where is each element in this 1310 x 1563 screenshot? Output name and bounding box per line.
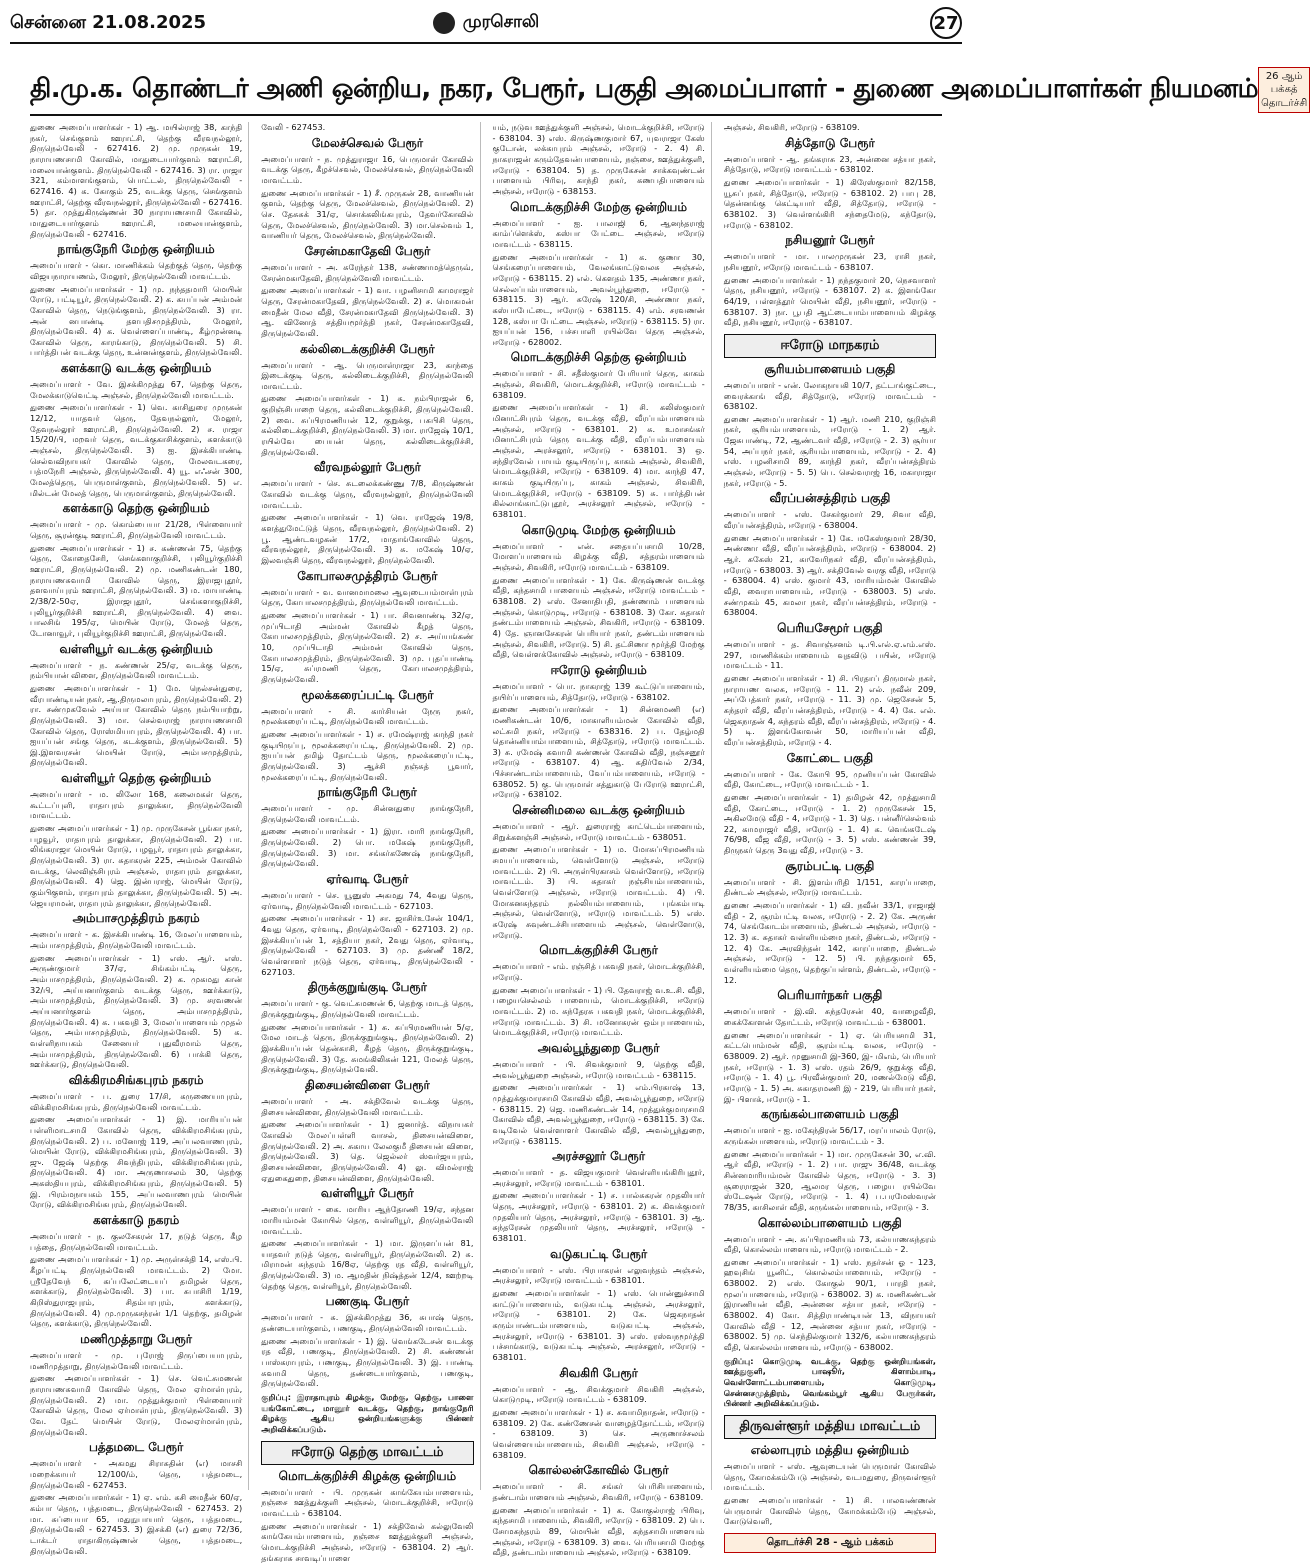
note: குறிப்பு: கொடுமுடி வடக்கு, தெற்கு ஒன்றியங்கள், ஊத்துகுளி, பாஷூர், கிளாம்பாடி, வெள்ளோட்டம்பாளையம், கொடுமுடி, சென்னசமுத்திரம், வெங்கம்பூர் ஆகிய பேரூர்கள், பின்னர் அறிவிக்கப்படும். xyxy=(723,1355,936,1409)
section-heading: களக்காடு தெற்கு ஒன்றியம் xyxy=(62,501,210,516)
appointment-section xyxy=(724,233,936,328)
appointment-section xyxy=(261,569,473,685)
section-heading: கொல்லம்பாளையம் பகுதி xyxy=(758,1215,902,1230)
appointment-section xyxy=(261,1186,473,1291)
section-paragraph: அமைப்பாளர் - செ. யூனுஸ் அகமது 74, 4வது தெரு, ஏர்வாடி, திருநெல்வேலி மாவட்டம் - 627103. xyxy=(261,890,474,911)
section-paragraph: துணை அமைப்பாளர்கள் - 1) சி. பாலவண்ணன் பெருமாள் கோவில் தெரு, கோமக்கம்பேடு அஞ்சல், கோடுவெளி, xyxy=(723,1494,936,1527)
section-paragraph: துணை அமைப்பாளர்கள் - 1) சு. சுப்பிரமணியன் 5/ஏ, மேல மாடத் தெரு, திருக்குறுங்குடி, திருநெல்வேலி. 2) இசக்கியப்பன் தென்காசி, கீழத் தெரு, திருக்குறுங்குடி, திருநெல்வேலி. 3) தே. சுமங்கிலிகன் 121, மேலத் தெரு, திருக்குறுங்குடி, திருநெல்வேலி. xyxy=(261,1021,474,1075)
section-heading: வடுகபட்டி பேரூர் xyxy=(550,1246,648,1261)
section-paragraph: துணை அமைப்பாளர்கள் - 1) ஏ. எம். கசி மைதீன் 60/ஏ, கம்பா தெரு, பத்தமடை, திருநெல்வேலி - 627453. 2) மா. சுப்பையா 65, மதுநுபாயார் தெரு, பத்தமடை, திருநெல்வேலி - 627453. 3) இசக்கி (எ) துரை 72/36, டாக்டர் ராதாகிருஷ்ணன் தெரு, பத்தமடை, திருநெல்வேலி. xyxy=(30,1492,243,1556)
appointment-section xyxy=(724,859,936,986)
section-heading: வள்ளியூர் வடக்கு ஒன்றியம் xyxy=(59,641,213,656)
appointment-section xyxy=(261,1078,473,1183)
section-paragraph: துணை அமைப்பாளர்கள் - 1) ஆர். மணி 210, குறிஞ்சி நகர், சூரியம்பாளையம், ஈரோடு - 1. 2) ஆர். ஜேசுபாண்டி, 72, ஆண்டவர் வீதி, ஈரோடு - 2. 3) சூர்யா 54, அப்பநர் நகர், சூரியம்பாளையம், ஈரோடு - 2. 4) எஸ். பழனிசாமி 89, காந்தி நகர், வீரப்பன்சத்திரம் அஞ்சல், ஈரோடு - 5. 5) பெ. செல்வராஜ் 16, மகாராஜா நகர், ஈரோடு - 5. xyxy=(723,413,936,488)
section-paragraph: அமைப்பாளர் - மா. பாலமுருகன் 23, ராசி நகர், நசியனூர், ஈரோடு மாவட்டம் - 638107. xyxy=(723,251,936,272)
section-paragraph: அமைப்பாளர் - என். சதையப்பசாமி 10/28, மோளப்பாளையம் கிழக்கு வீதி, சத்தரம்பாளையம் அஞ்சல், சிவகிரி, ஈரோடு மாவட்டம் - 638109. xyxy=(492,540,705,572)
appointment-section xyxy=(261,460,473,565)
headline-bar xyxy=(30,66,1308,116)
section-paragraph: துணை அமைப்பாளர்கள் - 1) மே. நெல்சன்துரை, வீரபாண்டியன் நகர், ஆ.திருமலாபுரம், திருநெல்வேலி. 2) ரா. சண்முகவேல் அய்யா கோவில் தெரு நம்பியாற்று, திருநெல்வேலி. 3) மா. செல்வராஜ் நாராயணசாமி கோவில் தெரு, ரோஸ்மியாபுரம், திருநெல்வேலி. 4) பா. ஐயப்பன் சங்கு தெரு, கடக்குளம், திருநெல்வேலி. 5) இ.இளவரசன் மெயின் ரோடு, அம்பசமுத்திரம், திருநெல்வேலி. xyxy=(30,682,243,768)
section-paragraph: துணை அமைப்பாளர்கள் - 1) மு. நந்ததமாரி மெயின் ரோடு, பட்டியூர், திருநெல்வேலி. 2) க. கயப்பன் அம்மன் கோவில் தெரு, நெடுங்குளம், திருநெல்வேலி. 3) ரா. அன் னபாண்டி தளபதிசமுத்திரம், மேலூர், திருநெல்வேலி. 4) க. வெள்ளைப்பாண்டி, கீழ்முன்னடி கோவில் தெரு, காரங்காடு, திருநெல்வேலி. 5) சி. பார்த்திபன் வடக்கு தெரு, உன்னன்குளம், திருநெல்வேலி. xyxy=(30,283,243,358)
section-paragraph: அமைப்பாளர் - ந. முத்துராஜா 16, பெருமாள் கோவில் வடக்கு தெரு, கீழச்செவல், மேலச்செவல், திருநெல்வேலி மாவட்டம். xyxy=(261,153,474,185)
section-paragraph: அமைப்பாளர் - ஐ. பாலாஜி 6, ஆனந்தராஜ் காம்ப்ளெக்ஸ், கஸ்பா பேட்டை அஞ்சல், ஈரோடு மாவட்டம் - 638115. xyxy=(492,217,705,249)
section-heading: மொடக்குறிச்சி கிழக்கு ஒன்றியம் xyxy=(278,1468,457,1483)
section-heading: வள்ளியூர் பேரூர் xyxy=(320,1186,414,1201)
section-heading: அரச்சலூர் பேரூர் xyxy=(552,1149,646,1164)
section-heading: சூரம்பட்டி பகுதி xyxy=(785,858,875,873)
section-paragraph: துணை அமைப்பாளர்கள் - 1) ச. ரமேஷ்ராஜ் காந்தி நகர் குடியிருப்பு, மூலக்கரைப்பட்டி, திருநெல்வேலி. 2) மு. ஐயப்பன் தமிழ் தோட்டம் தெரு, மூலக்கரைப்பட்டி, திருநெல்வேலி. 3) ஆச்சி நஞ்சுத் பூவார், மூலக்கரைப்பட்டி, திருநெல்வேலி. xyxy=(261,728,474,782)
appointment-section xyxy=(724,136,936,231)
appointment-section xyxy=(261,785,473,869)
section-paragraph: அமைப்பாளர் - ஆ. சிவக்குமார் சிவகிரி அஞ்சல், கொடுமுடி, ஈரோடு மாவட்டம் - 638109. xyxy=(492,1383,705,1405)
section-paragraph: அமைப்பாளர் - கு. வெட்சுமணன் 6, தெற்கு மாடத் தெரு, திருக்குறுங்குடி, திருநெல்வேலி மாவட்டம். xyxy=(261,998,474,1019)
section-heading: கோபாலசமுத்திரம் பேரூர் xyxy=(297,568,438,583)
section-heading: சித்தோடு பேரூர் xyxy=(785,135,875,150)
section-heading: பெரியார்நகர் பகுதி xyxy=(777,988,883,1003)
section-heading: கொல்லன்கோவில் பேரூர் xyxy=(528,1463,669,1478)
section-paragraph: அமைப்பாளர் - மு. சின்னதுரை நாங்குநேரி, திருநெல்வேலி மாவட்டம். xyxy=(261,803,474,824)
appointment-section xyxy=(30,642,242,769)
section-paragraph: அமைப்பாளர் - பி. முருகன் காங்கேயம்பாளையம், நஞ்சை ஊத்துக்குளி அஞ்சல், மொடக்குறிச்சி, ஈரோடு மாவட்டம் - 638104. xyxy=(261,1486,474,1518)
appointment-section xyxy=(493,663,705,800)
section-paragraph: துணை அமைப்பாளர்கள் - 1) மு. அருள்சக்தி 14, எஸ்.பி. கீழப்பட்டி திருநெல்வேலி மாவட்டம். 2) மோ. ஸ்ரீதேவேந் 6, கப்பலேட்டையப் தமிழன் தெரு, களக்காடு, திருநெல்வேலி. 3) பா. சுபாசிரி 1/19, கிறிஸ்துராஜபுரம், சிதம்பரபுரம், களக்காடு, திருநெல்வேலி. 4) மு.முருகசந்ரன் 1/1 தெற்கு, தமிழன் தெரு, களக்காடு, திருநெல்வேலி. xyxy=(30,1254,243,1329)
appointment-section xyxy=(493,1247,705,1363)
appointment-section xyxy=(30,771,242,908)
district-heading: திருவள்ளூர் மத்திய மாவட்டம் xyxy=(724,1415,936,1439)
section-heading: வீரப்பன்சத்திரம் பகுதி xyxy=(769,491,891,506)
section-heading: ஈரோடு ஒன்றியம் xyxy=(550,662,647,677)
appointment-section xyxy=(493,943,705,1038)
section-paragraph: துணை அமைப்பாளர்கள் - 1) நந்தகுமார் 20, நெசவாளர் தெரு, நசியனூர், ஈரோடு - 638107. 2) க. இளங்கோ 64/19, பள்ளத்தூர் மெயின் வீதி, நசியனூர், ஈரோடு - 638107. 3) நா. பூபதி ஆட்டையாம்பாளையம் கிழக்கு வீதி, நசியனூர், ஈரோடு - 638107. xyxy=(723,274,936,328)
column-2 xyxy=(261,122,480,1563)
section-paragraph: துணை அமைப்பாளர்கள் - 1) பி. தேவராஜ் வ.உ.சி. வீதி, பழையசெல்லம் பாளையம், மொடக்குறிச்சி, ஈரோடு மாவட்டம். 2) ம. சுந்தேரசு பகவதி நகர், மொடக்குறிச்சி, ஈரோடு மாவட்டம். 3) சி. மனோகரன் ஒம்புபாளையம், மொடக்குறிச்சி, ஈரோடு மாவட்டம். xyxy=(492,984,705,1038)
section-paragraph: அமைப்பாளர் - அ. சுரேந்தர் 138, சண்ணாமத்தெருவ், சேரன்மகாதேவி, திருநெல்வேலி மாவட்டம். xyxy=(261,261,474,283)
section-paragraph: துணை அமைப்பாளர்கள் - 1) வா. பழனிசாமி காமராஜர் தெரு, சேரன்மகாதேவி, திருநெல்வேலி. 2) ச. மொகமன் மைதீன் மேல வீதி, சேரன்மகாதேவி திருநெல்வேலி. 3) ஆ. வினோத் சத்தியமூர்த்தி நகர், சேரன்மகாதேவி, திருநெல்வேலி. xyxy=(261,285,474,338)
section-heading: கருங்கல்பாளையம் பகுதி xyxy=(760,1107,899,1122)
section-paragraph: அமைப்பாளர் - எஸ். ஆவுடையன் பெருமாள் கோவில் தெரு, கோமக்கம்பேடு அஞ்சல், வடமதுரை, திருவள்ளூர் மாவட்டம். xyxy=(723,1461,936,1493)
appointment-section xyxy=(724,751,936,856)
section-paragraph: துணை அமைப்பாளர்கள் - 1) வெ. ராஜேஷ் 19/8, களத்துமேட்டுத் தெரு, வீரவநல்லூர், திருநெல்வேலி. 2) பூ. ஆண்டவழகன் 17/2, மாதாங்கோவில் தெரு, வீரவநல்லூர், திருநெல்வேலி. 3) சு. மகேஷ் 10/ஏ, இலவஞ்சி தெரு, வீரவநல்லூர், திருநெல்வேலி. xyxy=(261,512,474,565)
section-paragraph: அமைப்பாளர் - அ. சுப்பிரமணியம் 73, கல்யாணசுந்தரம் வீதி, கொல்லம்பாளையம், ஈரோடு மாவட்டம் - 2. xyxy=(723,1233,936,1255)
section-heading: அவல்பூந்துறை பேரூர் xyxy=(537,1040,660,1055)
section-paragraph: அமைப்பாளர் - ஆ. பெருமாள்ராஜா 23, காந்தை இடைக்குடி தெரு, கல்லிடைக்குறிச்சி, திருநெல்வேலி மாவட்டம். xyxy=(261,359,474,391)
section-paragraph: துணை அமைப்பாளர்கள் - 1) சின்னமணி (எ) மணிகண்டன் 10/6, மாகாளியம்மன் கோவில் வீதி, லட்சுமி நகர், ஈரோடு - 638316. 2) ப. தேழ்மதி தொன்னியாம்பாளையம், சித்தோடு, ஈரோடு மாவட்டம். 3) சு. ரமேஷ் சுவாமி கண்ணன் கோவில் வீதி, நஞ்சனூர் ஈரோடு - 638107. 4) ஆ. கதிர்வேல் 2/34, பிச்சாண்டாம்பாளையம், வேப்பம்பாளையம், ஈரோடு - 638052. 5) கு. பெருமாள் சத்துகாடு பேரோடு ஊராட்சி, ஈரோடு - 638102. xyxy=(492,704,705,800)
appointment-section xyxy=(261,244,473,339)
appointment-section xyxy=(30,1332,242,1437)
article-columns xyxy=(30,122,942,1563)
section-paragraph: அமைப்பாளர் - ஆர். துரைராஜ் காட்டெம்பாளையம், சிறுக்களஞ்சி அஞ்சல், ஈரோடு மாவட்டம் - 638051. xyxy=(492,821,705,842)
appointment-section xyxy=(493,1463,705,1558)
appointment-section xyxy=(493,1149,705,1244)
section-paragraph: துணை அமைப்பாளர்கள் - 1) ச. சுவாமிநாதன், ஈரோடு - 638109. 2) கே. கண்ணேசன் வாழைத்தோட்டம், ஈரோடு - 638109. 3) செ. அருணாச்சலம் வெள்ளையம்பாளையம், சிவகிரி அஞ்சல், ஈரோடு - 638109. xyxy=(492,1406,705,1460)
section-paragraph: அமைப்பாளர் - பொ. நாகராஜ் 139 கூட்டுப்பாளையம், தயிர்ப்பாளையம், சித்தோடு, ஈரோடு - 638102. xyxy=(492,680,705,702)
section-heading: வள்ளியூர் தெற்கு ஒன்றியம் xyxy=(61,771,212,786)
appointment-section xyxy=(261,342,473,458)
appointment-section xyxy=(493,803,705,940)
section-paragraph: அமைப்பாளர் - எஸ். சேகர்குமார் 29, சிவா வீதி, வீரப்பன்சத்திரம், ஈரோடு - 638004. xyxy=(723,509,936,531)
appointment-section xyxy=(30,1213,242,1329)
section-paragraph: அமைப்பாளர் - எஸ். பிரபாகரன் எலுவந்தம் அஞ்சல், அரச்சலூர், ஈரோடு மாவட்டம் - 638101. xyxy=(492,1264,705,1286)
section-paragraph: துணை அமைப்பாளர்கள் - 1) எம்.பிரகாஷ் 13, முத்துக்குமாரசாமி கோவில் வீதி, அவல்பூந்துறை, ஈரோடு - 638115. 2) ஜெ. மணிகண்டன் 14, முத்துக்குமாரசாமி கோவில் வீதி, அவல்பூந்துறை, ஈரோடு - 638115. 3) கே. வடிவேல் வெள்ளாளர் கோவில் வீதி, அவல்பூந்துறை, ஈரோடு - 638115. xyxy=(492,1082,705,1146)
section-paragraph: துணை அமைப்பாளர்கள் - 1) இ. வெங்கடேசன் வடக்கு ரத வீதி, பணகுடி, திருநெல்வேலி. 2) சி. கண்ணன் பாஸ்கராபுரம், பணகுடி, திருநெல்வேலி. 3) இ. பாண்டி சுவாமி தெரு, தண்டையார்குளம், பணகுடி, திருநெல்வேலி. xyxy=(261,1335,474,1389)
section-paragraph: அமைப்பாளர் - செ. சுடலைக்கண்ணு 7/8, கிருஷ்ணன் கோவில் வடக்கு தெரு, வீரவநல்லூர், திருநெல்வேலி மாவட்டம். xyxy=(261,478,474,510)
section-paragraph: துணை அமைப்பாளர்கள் - 1) ஏ. பெரியசாமி 31, கட்டபொம்மன் வீதி, சூரம்பட்டி வலசு, ஈரோடு - 638009. 2) ஆர். முனுசாமி இ-360, இ- மிஎம், பெரியார் நகர், ஈரோடு - 1. 3) எஸ். ரதம் 26/9, குறுக்கு வீதி, ஈரோடு - 1. 4) பூ. பிரவீன்குமார் 20, மணல்மேடு வீதி, ஈரோடு - 1. 5) அ. சுகாதரமணி இ - 219, பெரியார் நகர், இ- பிளாக், ஈரோடு - 1. xyxy=(723,1029,936,1104)
column-4 xyxy=(723,122,942,1548)
appointment-section xyxy=(493,350,705,519)
appointment-section xyxy=(724,988,936,1104)
appointment-section xyxy=(261,872,473,977)
section-paragraph: துணை அமைப்பாளர்கள் - 1) க. கோகுல்ராஜ் பிரிவு, கந்தசாமி பாளையம், சிவகிரி, ஈரோடு - 638109. 2) பெ. சோமசுந்தரம் 89, மெயின் வீதி, கந்தசாமிபாளையம் அஞ்சல், ஈரோடு - 638109. 3) வை. பெரியசாமி மேற்கு வீதி, தண்டாம்பாளையம் அஞ்சல், ஈரோடு - 638109. xyxy=(492,1504,705,1558)
section-paragraph: துணை அமைப்பாளர்கள் - 1) செ. வெட்சுமணன் நாராயணசுவாமி கோவில் தெரு, மேல ஏர்மாள்புரம், திருநெல்வேலி. 2) மா. முத்துக்குமார் பிள்ளையார் கோவில் தெரு, மேல ஏர்மாள்புரம், திருநெல்வேலி. 3) வே. தேட் மெயின் ரோடு, மேலஏர்மாள்புரம், திருநெல்வேலி. xyxy=(30,1373,243,1437)
paper-name: முரசொலி xyxy=(462,12,540,32)
appointment-section xyxy=(493,200,705,348)
section-paragraph: துணை அமைப்பாளர்கள் - 1) க. நம்பிராஜன் 6, குறிஞ்சிபாறை தெரு, கல்லிடைக்குறிச்சி, திருநெல்வேலி. 2) வை. சுப்பிரமணியன் 12, குறுக்கு, பசுபிசி தெரு, கல்லிடைக்குறிச்சி, திருநெல்வேலி. 3) மா. ராஜேஷ் 10/1, ரயில்வே பையன் தெரு, கல்லிடைக்குறிச்சி, திருநெல்வேலி. xyxy=(261,393,474,457)
section-paragraph: அமைப்பாளர் - ந. குலசேகரன் 17, நடுத் தெரு, கீழ பத்தை, திருநெல்வேலி மாவட்டம். xyxy=(30,1231,243,1252)
section-paragraph: துணை அமைப்பாளர்கள் - 1) சா. ஜாசிர்உசேன் 104/1, 4வது தெரு, ஏர்வாடி, திருநெல்வேலி - 627103. 2) மு. இசக்கியப்பன் 1, சத்தியா நகர், 2வது தெரு, ஏர்வாடி, திருநெல்வேலி - 627103. 3) மு. தண்ணீ 18/2, வெள்ளாளர் நடுத் தெரு, ஏர்வாடி, திருநெல்வேலி - 627103. xyxy=(261,913,474,977)
section-paragraph: அமைப்பாளர் - கே. கோபி 95, முனியப்பன் கோவில் வீதி, கோட்டை, ஈரோடு மாவட்டம் - 1. xyxy=(723,768,936,790)
section-paragraph: துணை அமைப்பாளர்கள் - 1) ச. பால்சுகரன் முதலியார் தெரு, அரச்சலூர், ஈரோடு - 638101. 2) க. கிவக்குமார் முதலியார் தெரு, அரச்சலூர், ஈரோடு - 638101. 3) ஆ. சுந்தரேசன் முதலியார் தெரு, அரச்சலூர், ஈரோடு - 638101. xyxy=(492,1190,705,1244)
continued-to-box: தொடர்ச்சி 28 - ஆம் பக்கம் xyxy=(724,1533,936,1553)
section-heading: ஏர்வாடி பேரூர் xyxy=(326,872,409,887)
section-paragraph: அமைப்பாளர் - சி. கார்சியன் நேரு நகர், மூலக்கரைப்பட்டி, திருநெல்வேலி மாவட்டம். xyxy=(261,705,474,727)
appointment-section xyxy=(724,621,936,748)
section-paragraph: அமைப்பாளர் - ஐ. மகேந்திரன் 56/17, மரப்பாலம் ரோடு, கருங்கல்பாளையம், ஈரோடு மாவட்டம் - 3. xyxy=(723,1125,936,1146)
section-paragraph: துணை அமைப்பாளர்கள் - 1) க. குணா 30, செங்கரைப்பாளையம், வேலங்காட்டுவலசு அஞ்சல், ஈரோடு - 638115. 2) எல். கௌதம் 135, அண்ணா நகர், செல்லப்பம்பாளையம், அவல்பூந்துறை, ஈரோடு - 638115. 3) ஆர். சுரேஷ் 120/சி, அண்ணா நகர், கஸ்பாபேட்டை, ஈரோடு - 638115. 4) எம். சரவணன் 128, கஸ்பா பேட்டை அஞ்சல், ஈரோடு - 638115. 5) ரா. ஐயப்பன் 156, பச்சபாளி ரயில்வே தெரு அஞ்சல், ஈரோடு - 628002. xyxy=(492,251,705,347)
section-heading: நாங்குநேரி மேற்கு ஒன்றியம் xyxy=(57,242,215,257)
section-paragraph: அமைப்பாளர் - கொ. மாணிக்கம் தெற்குத் தெரு, தெற்கு விஜயநாராயணம், மேலூர், திருநெல்வேலி மாவட்டம். xyxy=(30,260,243,281)
section-paragraph: துணை அமைப்பாளர்கள் - 1) ஜனார்த். விநாயகர் கோவில் மேலப்பள்ளி வாசல், திசையன்விளை, திருநெல்வேலி. 2) அ. சுகாய லேலகுமீ திசையன் விளை, திருநெல்வேலி. 3) தெ. ஜெல்லர் ஸ்வர்ஜயபுரம், திசையன்விளை, திருநெல்வேலி. 4) லு. விமல்ராஜ் ஏதுகைதுறை, திசையன்விளை, திருநெல்வேலி. xyxy=(261,1119,474,1183)
section-paragraph: அமைப்பாளர் - ஆ. தங்கராசு 23, அன்னை சத்யா நகர், சித்தோடு, ஈரோடு மாவட்டம் - 638102. xyxy=(723,153,936,175)
appointment-section xyxy=(30,911,242,1070)
section-heading: மேலச்செவல் பேரூர் xyxy=(311,135,424,150)
section-paragraph: துணை அமைப்பாளர்கள் - 1) பா. சிவனாண்டி 32/ஏ, முப்பிடாதி அம்மன் கோவில் கீழத் தெரு, கோபாலசமுத்திரம், திருநெல்வேலி. 2) ச. அய்யங்கண் 10, முப்பிடாதி அம்மன் கோவில் தெரு, கோபாலசமுத்திரம், திருநெல்வேலி. 3) மு. புதப்பாண்டி 15/ஏ, சுப்ரமணி தெரு, கோபாலசமுத்திரம், திருநெல்வேலி. xyxy=(261,609,474,684)
section-paragraph: துணை அமைப்பாளர்கள் - 1) வி. நவீன் 33/1, ராஜாஜி வீதி - 2, சூரம்பட்டி வலசு, ஈரோடு - 2. 2) கே. அருண் 74, செங்கோடம்பாளையம், திண்டல் அஞ்சல், ஈரோடு - 12. 3) க. சுதாகர் வள்ளியம்மை நகர், திண்டல், ஈரோடு - 12. 4) கே. அரவிந்தன் 142, காரப்பாறை, திண்டல் அஞ்சல், ஈரோடு - 12. 5) பி. நந்தகுமார் 65, வள்ளியம்மை தெரு, தெற்குப்பள்ளம், திண்டல், ஈரோடு - 12. xyxy=(723,900,936,985)
appointment-section xyxy=(724,122,936,133)
section-paragraph: அமைப்பாளர் - ப. துரை 17/சி, கருணையாபுரம், விக்கிரமசிங்கபுரம், திருநெல்வேலி மாவட்டம். xyxy=(30,1090,243,1112)
appointment-section xyxy=(724,491,936,618)
section-paragraph: அமைப்பாளர் - க. இசக்கிபாண்டி 16, மேலப்பாளையம், அம்பாசமுத்திரம், திருநெல்வேலி மாவட்டம். xyxy=(30,929,243,950)
section-paragraph: துணை அமைப்பாளர்கள் - 1) மா. முருகேசன் 30, எ.வி. ஆர் வீதி, ஈரோடு - 1. 2) பா. ராஜு 36/48, வடக்கு சின்னமாரியம்மன் கோவில் தெரு, ஈரோடு - 3. 3) சூரைராஜன் 320, ஆலமர தெரு, பழைய ரயில்வே ஸ்டேஷன் ரோடு, ஈரோடு - 1. 4) ப.பரமேஸ்வரன் 78/35, காசிலாள் வீதி, கருங்கல்பாளையம், ஈரோடு - 3. xyxy=(723,1148,936,1212)
page-number: 27 xyxy=(930,7,962,39)
section-paragraph: அமைப்பாளர் - அகமது சிராசுதின் (எ) மாசசி மறைக்காயர் 12/100/ம், தெரு, பத்தமடை, திருநெல்வேலி - 627453. xyxy=(30,1458,243,1490)
section-heading: மொடக்குறிச்சி தெற்கு ஒன்றியம் xyxy=(510,350,687,365)
section-paragraph: அமைப்பாளர் - சு. இசக்கிமுத்து 36, சுபாஷ் தெரு, தண்டையார்குளம், பணகுடி, திருநெல்வேலி மாவட்டம். xyxy=(261,1312,474,1334)
section-paragraph: அஞ்சல், சிவகிரி, ஈரோடு - 638109. xyxy=(723,122,860,132)
section-paragraph: துணை அமைப்பாளர்கள் - 1) ம. மோசுப்பிரமணியம் சமயப்பாளையம், வெள்ளோடு அஞ்சல், ஈரோடு மாவட்டம். 2) பி. அருள்பிரகாசம் வெள்ளோடு, ஈரோடு மாவட்டம். 3) பி. சுதாகர் நஞ்சியம்பாளையம், வெள்ளோடு அஞ்சல், ஈரோடு மாவட்டம். 4) பி. மோகனசுந்தரம் நல்லியம்பாளையம், புங்கம்பாடி அஞ்சல், வெள்ளோடு, ஈரோடு மாவட்டம். 5) எஸ். சுரேஷ் சுவுண்டச்சிபாளையம் அஞ்சல், வெள்ளோடு, ஈரோடு. xyxy=(492,844,705,940)
appointment-section xyxy=(261,1294,473,1389)
section-heading: மணிமுத்தாறு பேரூர் xyxy=(80,1332,193,1346)
section-heading: கோட்டை பகுதி xyxy=(786,750,874,765)
section-paragraph: துணை அமைப்பாளர்கள் - 1) கிரேஸ்குமார் 82/158, யூசுப் நகர், சித்தோடு, ஈரோடு - 638102. 2) பாபு 28, தென்னங்கு கெட்டியார் வீதி, சித்தோடு, ஈரோடு - 638102. 3) வெள்ளங்கிரி சந்தைமேடு, கந்தோடு, ஈரோடு - 638102. xyxy=(723,176,936,230)
section-paragraph: துணை அமைப்பாளர்கள் - 1) மா. இருளப்பன் 81, யாதவர் நடுத் தெரு, வள்ளியூர், திருநெல்வேலி. 2) சு. மிராமன் சுந்தரம் 16/8ஏ, தெற்கு ரத வீதி, வள்ளியூர், திருநெல்வேலி. 3) ம. ஆமதின் நிஷ்த்தன் 12/4, ஊற்றடி தெற்கு தெரு, வள்ளியூர், திருநெல்வேலி. xyxy=(261,1238,474,1291)
appointment-section xyxy=(261,122,473,133)
appointment-section xyxy=(30,501,242,638)
masthead xyxy=(10,6,962,40)
section-paragraph: அமைப்பாளர் - வே. இசக்கிமுத்து 67, தெற்கு தெரு, மேலக்காடுவெட்டி அஞ்சல், திருநெல்வேலி மாவட்டம். xyxy=(30,379,243,400)
continued-from-box: 26 ஆம் பக்கத் தொடர்ச்சி xyxy=(1258,67,1310,114)
appointment-section xyxy=(30,361,242,498)
appointment-section xyxy=(493,122,705,197)
section-paragraph: துணை அமைப்பாளர்கள் - 1) எஸ். பொன்னுச்சாமி காட்டுப்பாளையம், வடுகபட்டி அஞ்சல், அரச்சலூர், ஈரோடு - 638101. 2) கே. ஜெகநாதன் கரும்பாண்டம்பாளையம், வடுகபட்டி அஞ்சல், அரச்சலூர், ஈரோடு - 638101. 3) எஸ். ரஸ்வநமூர்த்தி பச்சாங்காடு, வடுகபட்டி அஞ்சல், அரச்சலூர், ஈரோடு - 638101. xyxy=(492,1288,705,1362)
section-paragraph: துணை அமைப்பாளர்கள் - 1) ஆ. மயில்ராஜ் 38, காந்தி நகர், செங்குளம் ஊராட்சி, தெற்கு வீரவநல்லூர், திருநெல்வேலி - 627416. 2) மு. முருகன் 19, நாராயணசாமி கோவில், மாதுடையார்குளம் ஊராட்சி, மலையான்குளம். திருநெல்வேலி - 627416. 3) ரா. ராஜா 321, கம்மாளங்குளம், பொட்டல், திருநெல்வேலி - 627416. 4) க. கோகும் 25, வடக்கு தெரு, செங்குளம் ஊராட்சி, தெற்கு வீரவநல்லூர், திருநெல்வேலி - 627416. 5) தா. முத்துகிருஷ்ணன் 30 நாராயணசாமி கோவில், மாதுடையார்குளம் ஊராட்சி, மலையான்குளம், திருநெல்வேலி - 627416. xyxy=(30,122,243,239)
section-paragraph: துணை அமைப்பாளர்கள் - 1) மு. முருகேசன் பூங்கா நகர், பழவூர், ராதாபுரம் தாலுக்கா, திருநெல்வேலி. 2) பா. லிங்கராஜா மெயின் ரோடு, பழவூர், ராதாபுரம் தாலுக்கா, திருநெல்வேலி. 3) ரா. சுதாகரன் 225, அம்மன் கோவில் வடக்கு, லெவிஞ்சிபுரம் அஞ்சல், ராதாபுரம் தாலுக்கா, திருநெல்வேலி. 4) ஜெ. இன்பராஜ், மெயின் ரோடு, கும்பிகுளம், ராதாபுரம் தாலுக்கா, திருநெல்வேலி. 5) அ. ஜெயராமன், ராதாபுரம் தாலுக்கா, திருநெல்வேலி. xyxy=(30,823,243,908)
section-heading: பணகுடி பேரூர் xyxy=(325,1294,410,1309)
section-paragraph: துணை அமைப்பாளர்கள் - 1) எஸ். ஆர். எஸ். அருண்குமார் 37/ஏ, சிங்கம்பட்டி தெரு, அம்பாசமுத்திரம், திருநெல்வேலி. 2) க. முகமது கான் 32/பி, அய்யனார்குளம் வடக்கு தெரு, ஊர்க்காடு, அம்பாசமுத்திரம், திருநெல்வேலி. 3) மு. சரவணன் அய்யனார்குளம் தெரு, அம்பாசமுத்திரம், திருநெல்வேலி. 4) க. பகவதி 3, மேலப்பாளையம் முதல் தெரு, அம்பாசமுத்திரம், திருநெல்வேலி. 5) க. வள்ளிநாயகம் சேனையர் புதுவீரமாம் தெரு, அம்பாசமுத்திரம், திருநெல்வேலி. 6) பாக்கி தெரு, ஊர்க்காடு, திருநெல்வேலி. xyxy=(30,952,243,1070)
appointment-section xyxy=(493,1366,705,1461)
district-heading: ஈரோடு தெற்கு மாவட்டம் xyxy=(261,1441,473,1465)
section-paragraph: அமைப்பாளர் - என். லோகநாயகி 10/7, தட்டாங்குட்டை, வைரக்காங் வீதி, சித்தோடு, ஈரோடு மாவட்டம் - 638102. xyxy=(723,379,936,412)
section-paragraph: அமைப்பாளர் - சி. இளம்பரிதி 1/151, காரப்பாறை, திண்டல் அஞ்சல், ஈரோடு மாவட்டம். xyxy=(723,876,936,898)
section-paragraph: துணை அமைப்பாளர்கள் - 1) இரா. மாரி நாங்குநேரி, திருநெல்வேலி. 2) பொ. மகேஷ் நாங்குநேரி, திருநெல்வேலி. 3) மா. சங்கர்கணேஷ் நாங்குநேரி, திருநெல்வேலி. xyxy=(261,826,474,869)
paper-name-block xyxy=(340,12,632,34)
masthead-rule xyxy=(10,42,962,44)
section-heading: விக்கிரமசிங்கபுரம் நகரம் xyxy=(68,1072,204,1087)
section-heading: களக்காடு வடக்கு ஒன்றியம் xyxy=(60,361,212,376)
section-heading: சூரியம்பாளையம் பகுதி xyxy=(764,361,896,376)
appointment-section xyxy=(261,980,473,1075)
section-paragraph: யம், நடுவ ஊத்துக்குளி அஞ்சல், மொடக்குறிச்சி, ஈரோடு - 638104. 3) எஸ். கிருஷ்ணகுமார் 67, யுவராஜா கேஸ் குடோன், லக்காபுரம் அஞ்சல், ஈரோடு - 2. 4) சி. நாகராஜன் கரும்தேவன்பாளையம், நஞ்சை, ஊத்துக்குளி, ஈரோடு - 638104. 5) த. முருகேசன் சாக்கவுண்டன் பாளையம் பிரிவு, காந்தி நகர், கணபதிபாளையம் அஞ்சல், ஈரோடு - 638153. xyxy=(492,122,705,196)
section-paragraph: அமைப்பாளர் - பி. சிவக்குமார் 9, தெற்கு வீதி, அவல்பூந்துறை அஞ்சல், ஈரோடு மாவட்டம் - 638115. xyxy=(492,1058,705,1080)
section-paragraph: துணை அமைப்பாளர்கள் - 1) சக்திவேல் கல்லுவேலி காங்கேயம்பாளையம், நஞ்சை ஊத்துக்குளி அஞ்சல், மொடக்குறிச்சி அஞ்சல், ஈரோடு - 638104. 2) ஆர். தங்கராசு சாவடிப்பாளை xyxy=(261,1520,474,1563)
appointment-section xyxy=(493,523,705,660)
section-heading: மூலக்கரைப்பட்டி பேரூர் xyxy=(301,687,434,702)
section-heading: அம்பாசமுத்திரம் நகரம் xyxy=(72,911,200,926)
section-heading: பெரியசேமூர் பகுதி xyxy=(777,620,883,635)
section-heading: கல்லிடைக்குறிச்சி பேரூர் xyxy=(300,341,435,356)
note: குறிப்பு: இராதாபுரம் கிழக்கு, மேற்கு, தெற்கு, பாளை யங்கோட்டை, மானூர் வடக்கு, தெற்கு, நாங்குநேரி கிழக்கு ஆகிய ஒன்றியங்களுக்கு பின்னர் அறிவிக்கப்படும். xyxy=(261,1392,474,1434)
section-paragraph: துணை அமைப்பாளர்கள் - 1) கே. கிருஷ்ணன் வடக்கு வீதி, கந்தசாமி பாளையம் அஞ்சல், ஈரோடு மாவட்டம் - 638108. 2) எஸ். சேனாதிபதி, தண்ணாம் பாளையம் அஞ்சல், கொடுமுடி, ஈரோடு - 638108. 3) கோ. சுதாகர் தண்டம்பாளையம் அஞ்சல், சிவகிரி, ஈரோடு - 638109. 4) தே. ஞானசேகரன் பெரியார் நகர், தண்டம்பாளையம் அஞ்சல், சிவகிரி, ஈரோடு. 5) சி. தட்சிணா மூர்த்தி மேற்கு வீதி, வெள்ளக்கோவில் அஞ்சல், ஈரோடு - 638109. xyxy=(492,574,705,660)
appointment-section xyxy=(261,688,473,783)
section-heading: சேரன்மகாதேவி பேரூர் xyxy=(304,243,431,258)
section-paragraph: துணை அமைப்பாளர்கள் - 1) வெ. காசிதுரை முருகன் 12/12, யாதவர் தெரு, தேவநல்லூர், மேலூர், தேவநல்லூர் ஊராட்சி, திருநெல்வேலி. 2) ச. ராஜா 15/20/பி, மறவர் தெரு, வடக்குகாசிக்குளம், களக்காடு அஞ்சல், திருநெல்வேலி. 3) ஐ. இசக்கிபாண்டி செல்வவிநாயகர் கோவில் தெரு, மேலவடகரை, பத்மநேரி அஞ்சல், திருநெல்வேலி. 4) யூ. எஃசன் 300, மேலத்தெரு, பெருமாள்குளம், திருநெல்வேலி. 5) எ. மில்டன் மேலத் தெரு, பெருமாள்குளம், திருநெல்வேலி. xyxy=(30,402,243,498)
section-paragraph: அமைப்பாளர் - மு. புரோஜ் திருப்பையாபுரம், மணிமுத்தாறு, திருநெல்வேலி மாவட்டம். xyxy=(30,1350,243,1371)
section-paragraph: அமைப்பாளர் - மு. கொம்பையா 21/28, பிள்ளையார் தெரு, சூரன்குடி ஊராட்சி, திருநெல்வேலி மாவட்டம். xyxy=(30,519,243,540)
appointment-section xyxy=(724,1443,936,1527)
section-heading: வீரவநல்லூர் பேரூர் xyxy=(313,460,421,475)
section-paragraph: அமைப்பாளர் - ந. கண்ணன் 25/ஏ, வடக்கு தெரு, நம்பியான் விளை, திருநெல்வேலி மாவட்டம். xyxy=(30,659,243,681)
section-heading: பத்தமடை பேரூர் xyxy=(88,1440,184,1455)
section-paragraph: துணை அமைப்பாளர்கள் - 1) எஸ். நதர்சன் ஓ - 123, ஹவுசிங் யூனிட், கொல்லம்பாளையம், ஈரோடு - 638002. 2) எஸ். கோகுல் 90/1, பாரதி நகர், மூலப்பாளையம், ஈரோடு - 638002. 3) க. மணிகண்டன் இராணியன் வீதி, அன்னை சத்யா நகர், ஈரோடு - 638002. 4) கோ. சித்திரபாண்டியன் 13, விநாயகர் கோவில் வீதி - 12, அன்னை சத்யா நகர், ஈரோடு - 638002. 5) மு. செந்தில்குமார் 132/6, கல்யாணசுந்தரம் வீதி, கொல்லம்பாளையம், ஈரோடு - 638002. xyxy=(723,1256,936,1353)
section-paragraph: துணை அமைப்பாளர்கள் - 1) ச. கண்ணன் 75, தெற்கு தெரு, கோதைசேரி, செங்களாகுறிச்சி, புலியூர்குறிச்சி ஊராட்சி, திருநெல்வேலி. 2) மு. மணிகண்டன் 180, நாராயணசுவாமி கோவில் தெரு, இராஜபுதூர், தளவாய்புரம் ஊராட்சி, திருநெல்வேலி. 3) ம. மாயாண்டி 2/38/2-50ஏ, இராஜபுதூர், செங்களாகுறிச்சி, புலியூர்குறிச்சி ஊராட்சி, திருநெல்வேலி. 4) வை. பாலசிங் 195/ஏ, மெயின் ரோடு, மேலத் தெரு, டோனாவூர், புலியூர்குறிச்சி ஊராட்சி, திருநெல்வேலி. xyxy=(30,542,243,638)
section-paragraph: அமைப்பாளர் - ம. லிலோ 168, கலைமகள் தெரு, கூட்டப்புளி, ராதாபுரம் தாலுக்கா, திருநெல்வேலி மாவட்டம். xyxy=(30,789,243,821)
section-paragraph: துணை அமைப்பாளர்கள் - 1) கே. மகேஸ்குமார் 28/30, அண்ணா வீதி, வீரப்பன்சத்திரம், ஈரோடு - 638004. 2) ஆர். சுகேஸ் 21, காவேரிநகர் வீதி, வீரப்பன்சத்திரம், ஈரோடு - 638003. 3) ஆர். சக்திவேல் வரகு வீதி, ஈரோடு - 638004. 4) எஸ். குமார் 43, மாரியம்மன் கோவில் வீதி, வைராபாளையம், ஈரோடு - 638003. 5) எஸ். சண்முகம் 45, கமலா நகர், வீரப்பன்சத்திரம், ஈரோடு - 638004. xyxy=(723,532,936,618)
section-paragraph: அமைப்பாளர் - த. விஜயகுமார் வெள்ளியங்கிரிபுதூர், அரச்சலூர், ஈரோடு மாவட்டம் - 638101. xyxy=(492,1167,705,1188)
section-paragraph: அமைப்பாளர் - இ.வி. சுந்தரேசன் 40, வாழைவீதி, கைக்கோளன் தோட்டம், ஈரோடு மாவட்டம் - 638001. xyxy=(723,1006,936,1027)
section-paragraph: அமைப்பாளர் - அ. சக்திவேல் வடக்கு தெரு, திசையன்விளை, திருநெல்வேலி மாவட்டம். xyxy=(261,1095,474,1117)
column-3 xyxy=(492,122,712,1558)
column-1 xyxy=(30,122,249,1556)
paper-logo-icon xyxy=(433,12,455,34)
section-paragraph: அமைப்பாளர் - கை. மாரிய ஆந்தோணி 19/ஏ, சந்தன மாரியம்மன் கோயில் தெரு, வள்ளியூர், திருநெல்வேலி மாவட்டம். xyxy=(261,1204,474,1236)
edition-date: சென்னை 21.08.2025 xyxy=(10,11,207,33)
district-heading: ஈரோடு மாநகரம் xyxy=(724,334,936,358)
appointment-section xyxy=(30,242,242,358)
section-paragraph: துணை அமைப்பாளர்கள் - 1) இ. மாரியப்பன் பள்ளிமாடசாமி கோவில் தெரு, விக்கிரமசிங்கபுரம், திருநெல்வேலி. 2) ப. மனோஜ் 119, அப்பலவாணபுரம், மெயின் ரோடு, விக்கிரமசிங்கபுரம், திருநெல்வேலி. 3) ஜு. ஜேஷ் தெற்கு சிவந்திபுரம், விக்கிரமசிங்கபுரம், திருநெல்வேலி. 4) மா. அருணாசலம் 30, தெற்கு அகஸ்தியபுரம், விக்கிரமசிங்கபுரம், திருநெல்வேலி. 5) இ. பிரம்மநாயகம் 155, அப்பலவாணபுரம் மெயின் ரோடு, விக்கிரமசிங்கபுரம், திருநெல்வேலி. xyxy=(30,1114,243,1210)
section-heading: களக்காடு நகரம் xyxy=(93,1213,180,1228)
section-heading: எல்லாபுரம் மத்திய ஒன்றியம் xyxy=(750,1443,909,1457)
appointment-section xyxy=(724,1216,936,1353)
section-heading: சென்னிமலை வடக்கு ஒன்றியம் xyxy=(512,803,685,818)
section-heading: கொடுமுடி மேற்கு ஒன்றியம் xyxy=(521,522,676,537)
appointment-section xyxy=(493,1041,705,1146)
section-paragraph: வேலி - 627453. xyxy=(261,122,326,132)
appointment-section xyxy=(30,122,242,239)
appointment-section xyxy=(30,1073,242,1210)
section-heading: மொடக்குறிச்சி மேற்கு ஒன்றியம் xyxy=(510,199,687,214)
headline: தி.மு.க. தொண்டர் அணி ஒன்றிய, நகர, பேரூர், பகுதி அமைப்பாளர் - துணை அமைப்பாளர்கள் நியமனம் xyxy=(30,73,1259,104)
section-paragraph: அமைப்பாளர் - த. சிவாஞ்சனம் டி.பி.எல்.ஏ.எம்.எஸ். 297, மாணிக்கம்பாளையம் வுதவிடு பயின், ஈரோடு மாவட்டம் - 11. xyxy=(723,638,936,671)
section-paragraph: அமைப்பாளர் - எம். ரஞ்சித் பகவதி நகர், மொடக்குறிச்சி, ஈரோடு. xyxy=(492,961,705,982)
section-paragraph: அமைப்பாளர் - சி. சதீஸ்குமார் பேரியார் தெரு, காகம் அஞ்சல், சிவகிரி, மொடக்குறிச்சி, ஈரோடு மாவட்டம் - 638109. xyxy=(492,368,705,400)
appointment-section xyxy=(261,136,473,241)
appointment-section xyxy=(724,1107,936,1212)
section-heading: திசையன்விளை பேரூர் xyxy=(305,1077,430,1092)
appointment-section xyxy=(724,362,936,489)
section-heading: சிவகிரி பேரூர் xyxy=(559,1365,638,1380)
section-paragraph: அமைப்பாளர் - சி. சங்கர் பெரிசிபாளையம், தண்டாம்பாளையம் அஞ்சல், சிவகிரி, ஈரோடு - 638109. xyxy=(492,1481,705,1502)
section-heading: மொடக்குறிச்சி பேரூர் xyxy=(539,943,658,958)
section-paragraph: துணை அமைப்பாளர்கள் - 1) சி. பிரதாப் திருமால் நகர், நாராயண வலசு, ஈரோடு - 11. 2) எல். நவீன் 209, அப்பேத்கார் நகர், ஈரோடு - 11. 3) மு. ஜெசேசன் 5, சுந்தரர் வீதி, வீரப்பன்சத்திரம், ஈரோடு - 4. 4) கே. எல். ஜெகநாதன் 4, சுந்தரம் வீதி, வீரப்பன்சத்திரம், ஈரோடு - 4. 5) டி. இளங்கோவன் 50, மாரியப்பன் வீதி, வீரப்பன்சத்திரம், ஈரோடு - 4. xyxy=(723,672,936,747)
section-paragraph: துணை அமைப்பாளர்கள் - 1) தமிழன் 42, முத்துசாமி வீதி, கோட்டை, ஈரோடு - 1. 2) முருகேசன் 15, அகிலமேடு வீதி - 4, ஈரோடு - 1. 3) தெ. பன்னீர்செல்வம் 22, காமராஜர் வீதி, ஈரோடு - 1. 4) க. வெங்கடேஷ் 76/98, வீஜ வீதி, ஈரோடு - 3. 5) எஸ். கண்ணன் 39, திருநகர் தெரு 3வது வீதி, ஈரோடு - 3. xyxy=(723,791,936,856)
section-heading: நசியனூர் பேரூர் xyxy=(785,233,875,248)
section-paragraph: துணை அமைப்பாளர்கள் - 1) சீ. முருகன் 28, வாணியன் குளம், தெற்கு தெரு, மேலச்செவல், திருநெல்வேலி. 2) செ. தேசுசுக் 31/ஏ, சொக்கலிங்கபுரம், தேவர்கோவில் தெரு, மேலச்செவல், திருநெல்வேலி. 3) மா.செல்வம் 1, வாணியர் தெரு, மேலச்செவல், திருநெல்வேலி. xyxy=(261,187,474,241)
section-paragraph: துணை அமைப்பாளர்கள் - 1) சி. கலிஸ்குமார் மினாட்சிபுரம் தெரு, வடக்கு வீதி, வீரப்பம்பாளையம் அஞ்சல், ஈரோடு - 638101. 2) சு. உமாசங்கர் மினாட்சிபுரம் தெரு வடக்கு வீதி, வீரப்பம்பாளையம் அஞ்சல், அரச்சலூர், ஈரோடு - 638101. 3) ஒ. சந்திரவேல் பாயம் குடியிருப்பு, காகம் அஞ்சல், சிவகிரி, மொடக்குறிச்சி, ஈரோடு - 638109. 4) மா. காந்தி 47, காகம் குடியிருப்பு, காகம் அஞ்சல், சிவகிரி, மொடக்குறிச்சி, ஈரோடு - 638109. 5) சு. பார்த்திபன் கில்லாங்காட்டுபுதூர், அரச்சலூர் அஞ்சல், ஈரோடு - 638101. xyxy=(492,402,705,519)
section-paragraph: அமைப்பாளர் - வ. வானமாமலை ஆவுடையம்மாள்புரம் தெரு, கோபாலசமுத்திரம், திருநெல்வேலி மாவட்டம். xyxy=(261,586,474,608)
section-heading: நாங்குநேரி பேரூர் xyxy=(317,785,417,800)
section-heading: திருக்குறுங்குடி பேரூர் xyxy=(307,980,427,995)
appointment-section xyxy=(30,1440,242,1556)
